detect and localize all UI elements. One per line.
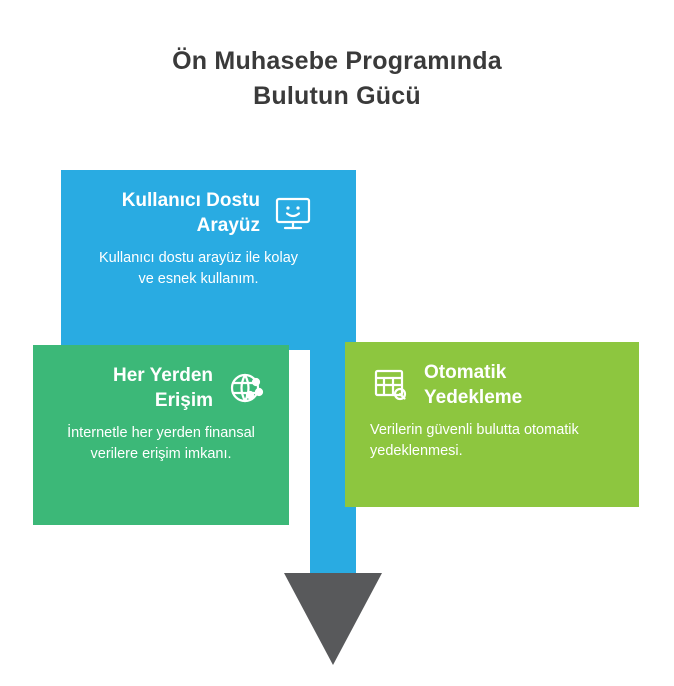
- card-access-anywhere: [33, 345, 289, 525]
- card-automatic-backup: [345, 342, 639, 507]
- card-title: [122, 188, 260, 238]
- card-header: [370, 360, 617, 410]
- card-body-text: Kullanıcı dostu arayüz ile kolay ve esnek kullanım.: [98, 250, 299, 287]
- card-header: [55, 363, 267, 413]
- spreadsheet-gear-icon: [370, 364, 412, 406]
- card-title-line-1: Her Yerden: [113, 365, 213, 386]
- card-body-text: Verilerin güvenli bulutta otomatik yedeklenmesi.: [370, 422, 579, 459]
- card-user-friendly-interface: [61, 170, 336, 350]
- card-title-line-1: Otomatik: [424, 362, 507, 383]
- card-title-line-2: Erişim: [154, 390, 213, 411]
- down-arrow-shape: [284, 573, 382, 665]
- monitor-smiley-icon: [272, 192, 314, 234]
- card-title-line-2: Arayüz: [196, 215, 260, 236]
- card-title: [113, 363, 213, 413]
- card-title: [424, 360, 522, 410]
- globe-network-icon: [225, 367, 267, 409]
- card-title-line-1: Kullanıcı Dostu: [121, 190, 260, 211]
- card-header: [83, 188, 314, 238]
- page-title-line-2: Bulutun Gücü: [253, 82, 421, 110]
- page-title-line-1: Ön Muhasebe Programında: [172, 47, 502, 75]
- card-body-text: İnternetle her yerden finansal verilere erişim imkanı.: [67, 425, 255, 462]
- card-title-line-2: Yedekleme: [424, 387, 523, 408]
- page-title: [0, 44, 674, 114]
